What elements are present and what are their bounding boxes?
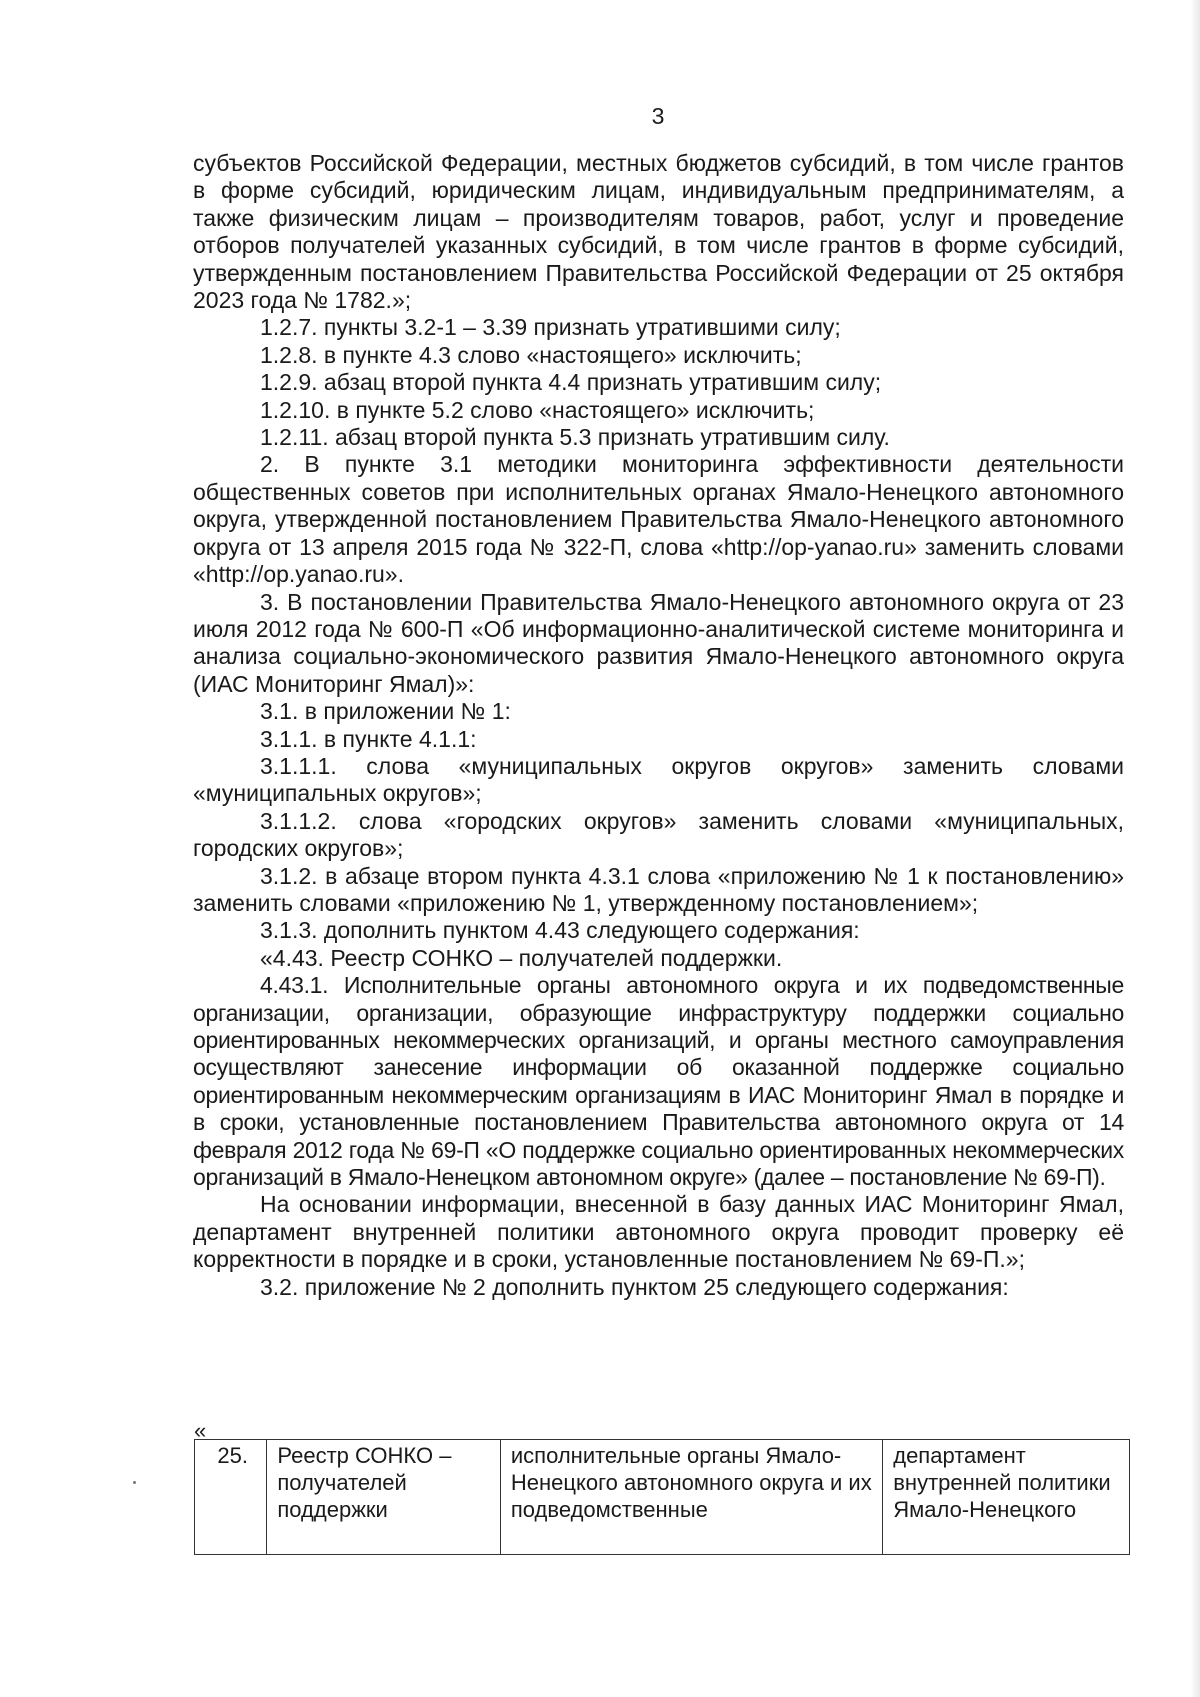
table-row (195, 1440, 1130, 1555)
item-3-2: 3.2. приложение № 2 дополнить пунктом 25 следующего содержания: (260, 1273, 1009, 1300)
paragraph-basis: На основании информации, внесенной в базу данных ИАС Мониторинг Ямал, департамент внутренней политики автономного округа проводит проверку её корректности в порядке и в сроки, установленные постановлением № 69-П.»; (193, 1191, 1124, 1273)
document-body (193, 150, 1124, 1301)
opening-quote: « (194, 1418, 207, 1443)
item-3-1-2: 3.1.2. в абзаце втором пункта 4.3.1 слова «приложению № 1 к постановлению» заменить словами «приложению № 1, утвержденному постановлением»; (193, 862, 1124, 916)
item-3-1-1-2: 3.1.1.2. слова «городских округов» заменить словами «муниципальных, городских округов»; (193, 807, 1124, 862)
item-3-1-1-1: 3.1.1.1. слова «муниципальных округов округов» заменить словами «муниципальных округов»; (193, 752, 1124, 807)
cell-register-name: Реестр СОНКО – получателей поддержки (267, 1440, 500, 1555)
item-3-1-1: 3.1.1. в пункте 4.1.1: (260, 725, 477, 752)
scan-speck (133, 1481, 136, 1484)
item-3-1-3: 3.1.3. дополнить пунктом 4.43 следующего содержания: (260, 917, 860, 944)
item-1-2-8: 1.2.8. в пункте 4.3 слово «настоящего» исключить; (260, 341, 802, 368)
item-1-2-9: 1.2.9. абзац второй пункта 4.4 признать утратившим силу; (260, 369, 882, 396)
item-2: 2. В пункте 3.1 методики мониторинга эффективности деятельности общественных советов при исполнительных органах Ямало-Ненецкого автономного округа, утвержденной постановлением Правительства Ямало-Ненецкого автономного округа от 13 апреля 2015 года № 322-П, слова «http://op-yanao.ru» заменить словами «http://op.yanao.ru». (193, 451, 1124, 588)
cell-providers: исполнительные органы Ямало-Ненецкого автономного округа и их подведомственные (500, 1440, 882, 1555)
appendix-table (194, 1439, 1130, 1555)
paragraph-continuation: субъектов Российской Федерации, местных бюджетов субсидий, в том числе грантов в форме субсидий, юридическим лицам, индивидуальным предпринимателям, а также физическим лицам – производителям товаров, работ, услуг и проведение отборов получателей указанных субсидий, в том числе грантов в форме субсидий, утвержденным постановлением Правительства Российской Федерации от 25 октября 2023 года № 1782.»; (193, 150, 1124, 314)
item-1-2-11: 1.2.11. абзац второй пункта 5.3 признать утратившим силу. (260, 424, 890, 451)
cell-responsible: департамент внутренней политики Ямало-Ненецкого (883, 1440, 1130, 1555)
item-3-1: 3.1. в приложении № 1: (260, 698, 511, 725)
page-number: 3 (651, 103, 665, 129)
item-4-43: «4.43. Реестр СОНКО – получателей поддержки. (260, 944, 783, 971)
item-1-2-7: 1.2.7. пункты 3.2-1 – 3.39 признать утратившими силу; (260, 314, 841, 341)
item-4-43-1: 4.43.1. Исполнительные органы автономного округа и их подведомственные организации, организации, образующие инфраструктуру поддержки социально ориентированных некоммерческих организаций, и органы местного самоуправления осуществляют занесение информации об оказанной поддержке социально ориентированным некоммерческим организациям в ИАС Мониторинг Ямал в порядке и в сроки, установленные постановлением Правительства автономного округа от 14 февраля 2012 года № 69-П «О поддержке социально ориентированных некоммерческих организаций в Ямало-Ненецком автономном округе» (далее – постановление № 69-П). (193, 972, 1124, 1191)
scan-edge-shadow (1190, 0, 1200, 1697)
item-1-2-10: 1.2.10. в пункте 5.2 слово «настоящего» исключить; (260, 396, 815, 423)
cell-row-number: 25. (195, 1440, 267, 1555)
item-3: 3. В постановлении Правительства Ямало-Ненецкого автономного округа от 23 июля 2012 года № 600-П «Об информационно-аналитической системе мониторинга и анализа социально-экономического развития Ямало-Ненецкого автономного округа (ИАС Мониторинг Ямал)»: (193, 588, 1124, 697)
